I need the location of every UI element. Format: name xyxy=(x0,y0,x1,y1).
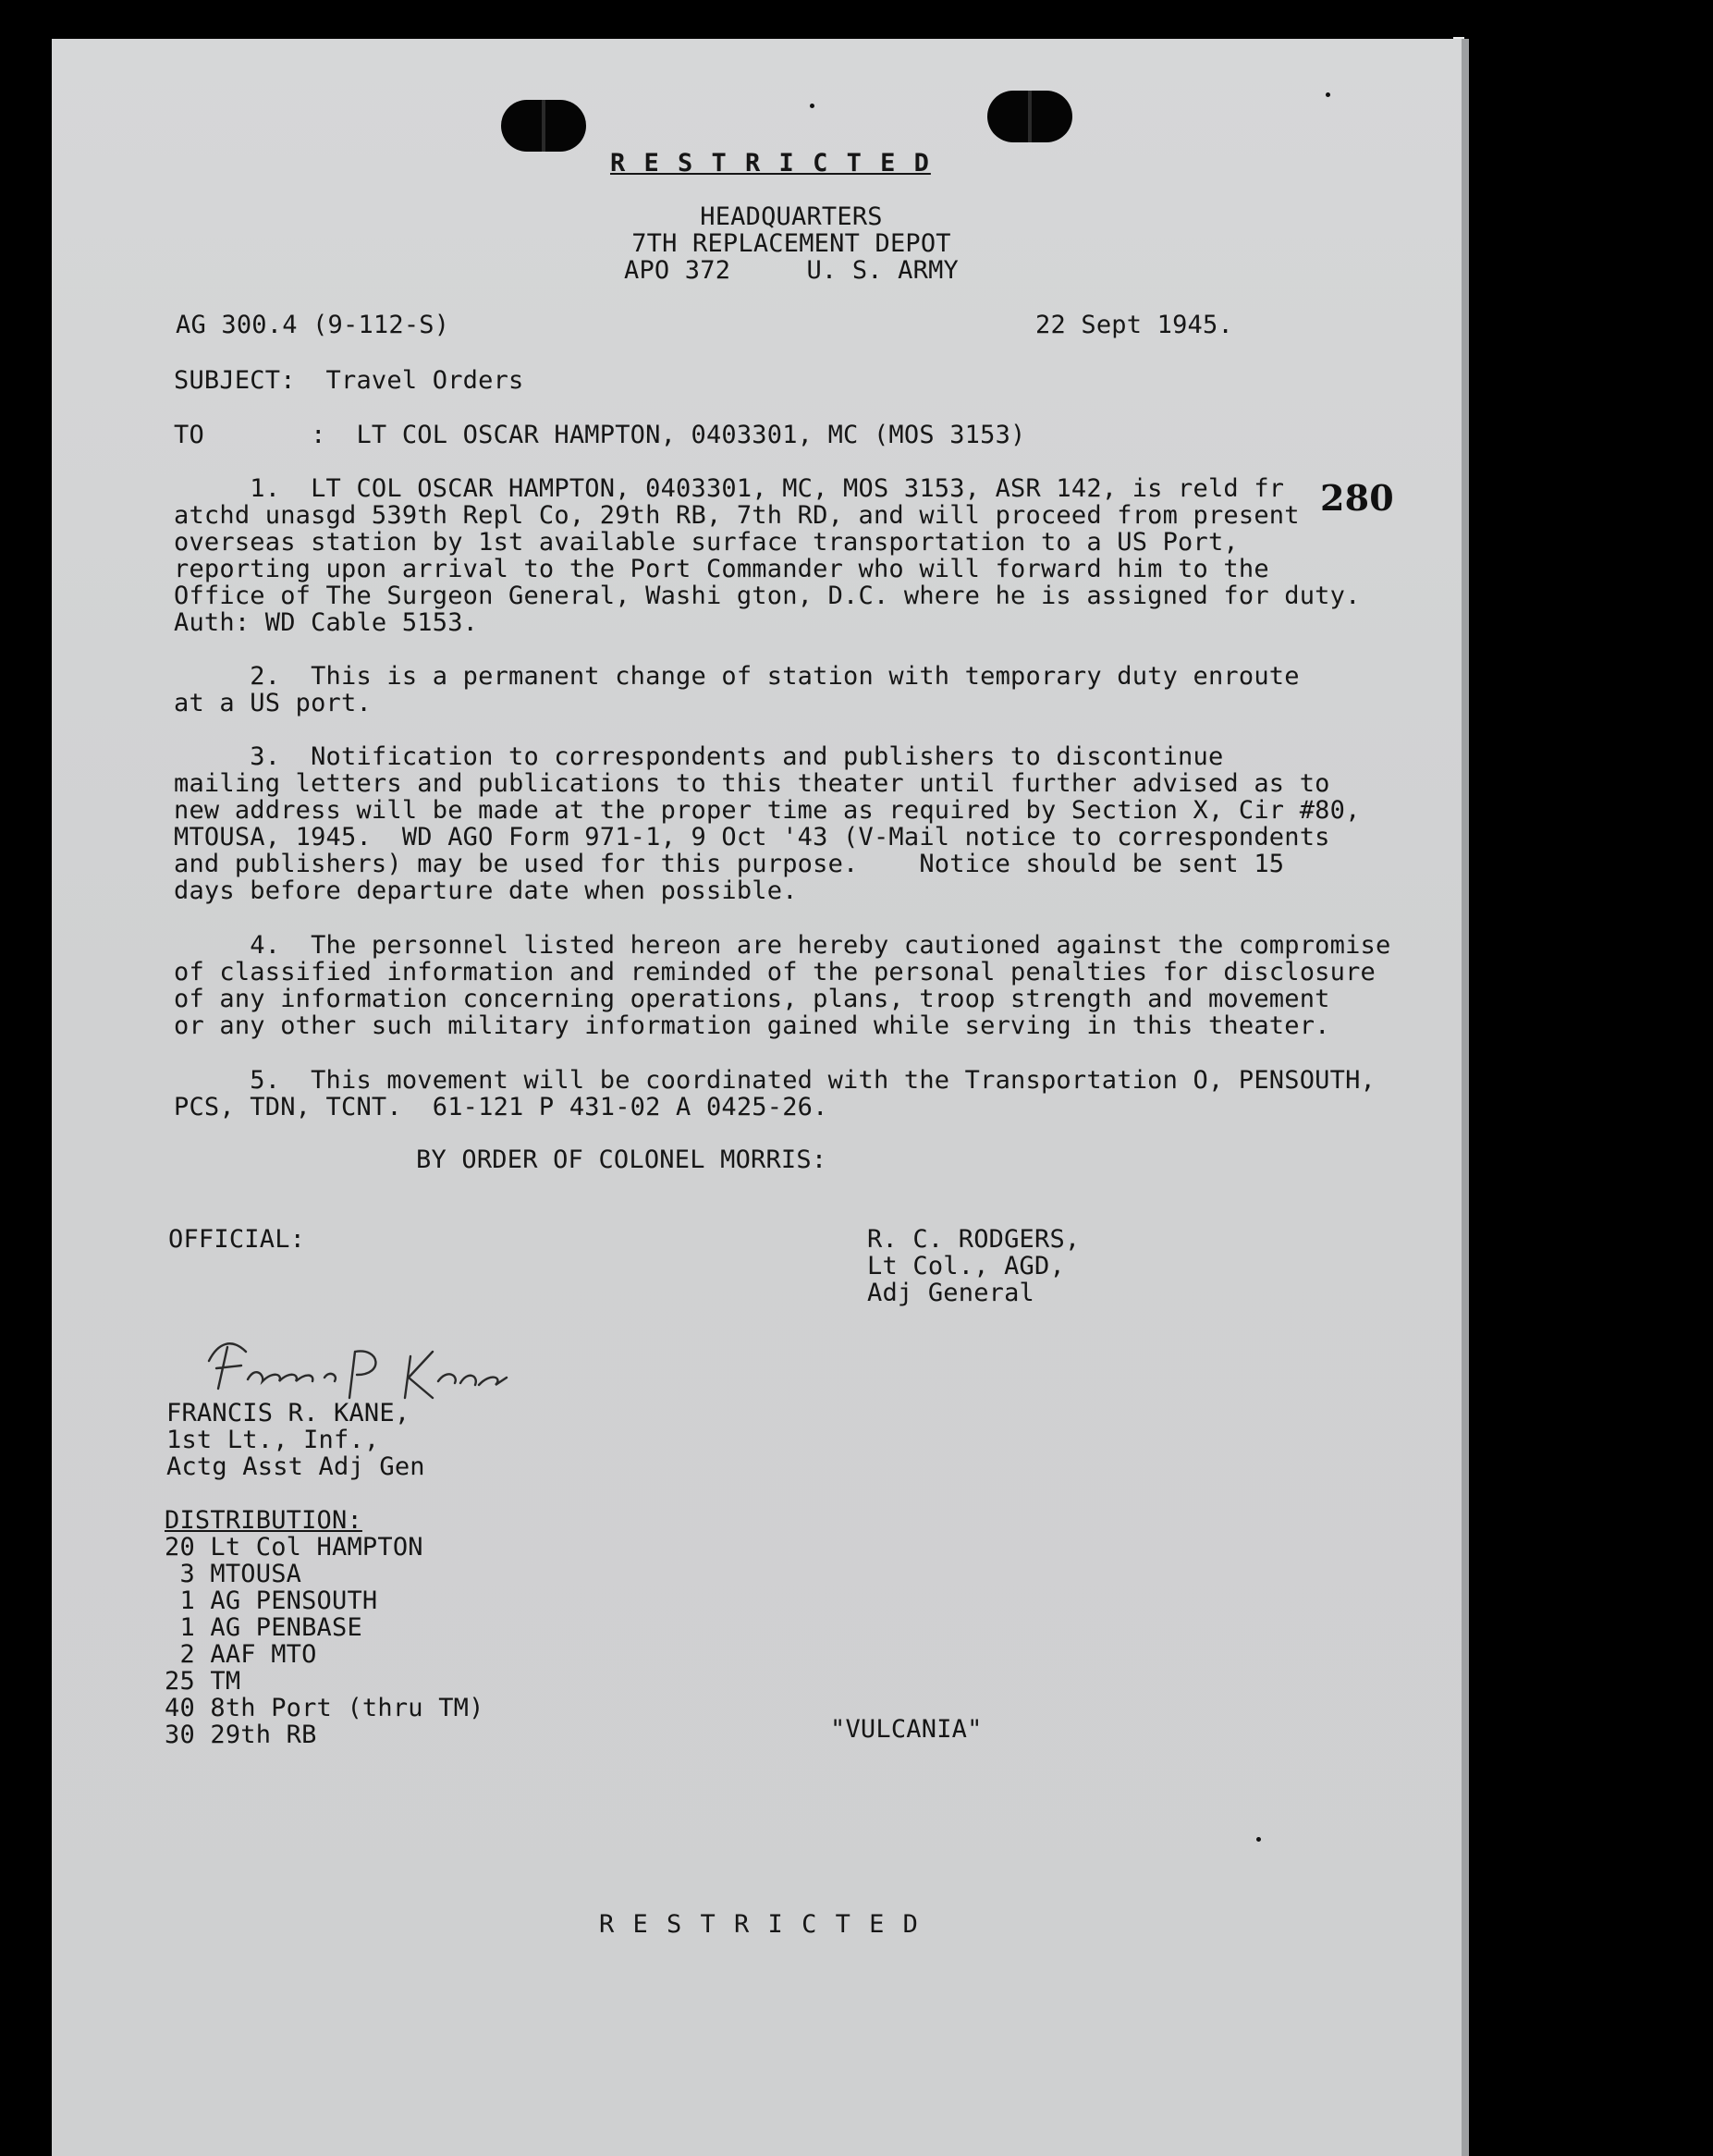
para5-line: PCS, TDN, TCNT. 61-121 P 431-02 A 0425-26. xyxy=(174,1093,828,1121)
to-line: TO : LT COL OSCAR HAMPTON, 0403301, MC (MOS 3153) xyxy=(174,421,1026,449)
distribution-label: DISTRIBUTION: xyxy=(165,1506,362,1535)
file-reference: AG 300.4 (9-112-S) xyxy=(176,311,450,339)
para1-line: Office of The Surgeon General, Washi gton, D.C. where he is assigned for duty. xyxy=(174,582,1361,610)
para4-line: or any other such military information gained while serving in this theater. xyxy=(174,1011,1330,1040)
para4-line: of any information concerning operations, plans, troop strength and movement xyxy=(174,985,1330,1013)
speck xyxy=(1256,1837,1261,1842)
official-label: OFFICIAL: xyxy=(168,1225,306,1254)
para3-line: 3. Notification to correspondents and publishers to discontinue xyxy=(174,742,1224,771)
distribution-item: 2 AAF MTO xyxy=(165,1640,317,1669)
para5-line: 5. This movement will be coordinated with the Transportation O, PENSOUTH, xyxy=(174,1066,1376,1095)
signatory-title: Adj General xyxy=(867,1279,1035,1307)
signature xyxy=(190,1324,579,1407)
margin-number: 280 xyxy=(1320,477,1394,519)
subject-line: SUBJECT: Travel Orders xyxy=(174,366,524,395)
para2-line: 2. This is a permanent change of station with temporary duty enroute xyxy=(174,662,1300,691)
signatory-name: R. C. RODGERS, xyxy=(867,1225,1081,1254)
distribution-item: 20 Lt Col HAMPTON xyxy=(165,1533,423,1562)
distribution-item: 30 29th RB xyxy=(165,1721,317,1749)
punch-hole-right xyxy=(987,91,1072,142)
para1-line: overseas station by 1st available surface transportation to a US Port, xyxy=(174,528,1239,557)
official-title: Actg Asst Adj Gen xyxy=(166,1452,425,1481)
para4-line: of classified information and reminded of the personal penalties for disclosure xyxy=(174,958,1376,986)
document-page xyxy=(52,39,1469,2156)
distribution-item: 1 AG PENSOUTH xyxy=(165,1586,378,1615)
org-line-2: 7TH REPLACEMENT DEPOT xyxy=(631,229,951,258)
speck xyxy=(1326,92,1330,97)
classification-bottom: R E S T R I C T E D xyxy=(599,1910,920,1939)
speck xyxy=(810,104,814,108)
distribution-item: 3 MTOUSA xyxy=(165,1560,302,1588)
punch-hole-left xyxy=(501,100,586,152)
document-date: 22 Sept 1945. xyxy=(1035,311,1233,339)
para3-line: days before departure date when possible. xyxy=(174,876,798,905)
org-line-1: HEADQUARTERS xyxy=(700,202,883,231)
para3-line: new address will be made at the proper time as required by Section X, Cir #80, xyxy=(174,796,1361,825)
para1-line: Auth: WD Cable 5153. xyxy=(174,608,479,637)
official-name: FRANCIS R. KANE, xyxy=(166,1399,410,1427)
para1-line: 1. LT COL OSCAR HAMPTON, 0403301, MC, MOS 3153, ASR 142, is reld fr xyxy=(174,474,1285,503)
signatory-rank: Lt Col., AGD, xyxy=(867,1252,1065,1280)
distribution-item: 25 TM xyxy=(165,1667,241,1696)
official-rank: 1st Lt., Inf., xyxy=(166,1426,380,1454)
ship-name: "VULCANIA" xyxy=(830,1715,983,1744)
para1-line: atchd unasgd 539th Repl Co, 29th RB, 7th RD, and will proceed from present xyxy=(174,501,1300,530)
order-line: BY ORDER OF COLONEL MORRIS: xyxy=(416,1145,827,1174)
org-line-3: APO 372 U. S. ARMY xyxy=(623,256,960,285)
para4-line: 4. The personnel listed hereon are hereby cautioned against the compromise xyxy=(174,931,1391,960)
distribution-item: 1 AG PENBASE xyxy=(165,1613,362,1642)
para3-line: MTOUSA, 1945. WD AGO Form 971-1, 9 Oct '43 (V-Mail notice to correspondents xyxy=(174,823,1330,851)
para1-line: reporting upon arrival to the Port Commander who will forward him to the xyxy=(174,555,1269,583)
para2-line: at a US port. xyxy=(174,689,372,717)
para3-line: and publishers) may be used for this purpose. Notice should be sent 15 xyxy=(174,850,1285,878)
classification-top: R E S T R I C T E D xyxy=(610,149,931,178)
distribution-item: 40 8th Port (thru TM) xyxy=(165,1694,484,1722)
para3-line: mailing letters and publications to this theater until further advised as to xyxy=(174,769,1330,798)
